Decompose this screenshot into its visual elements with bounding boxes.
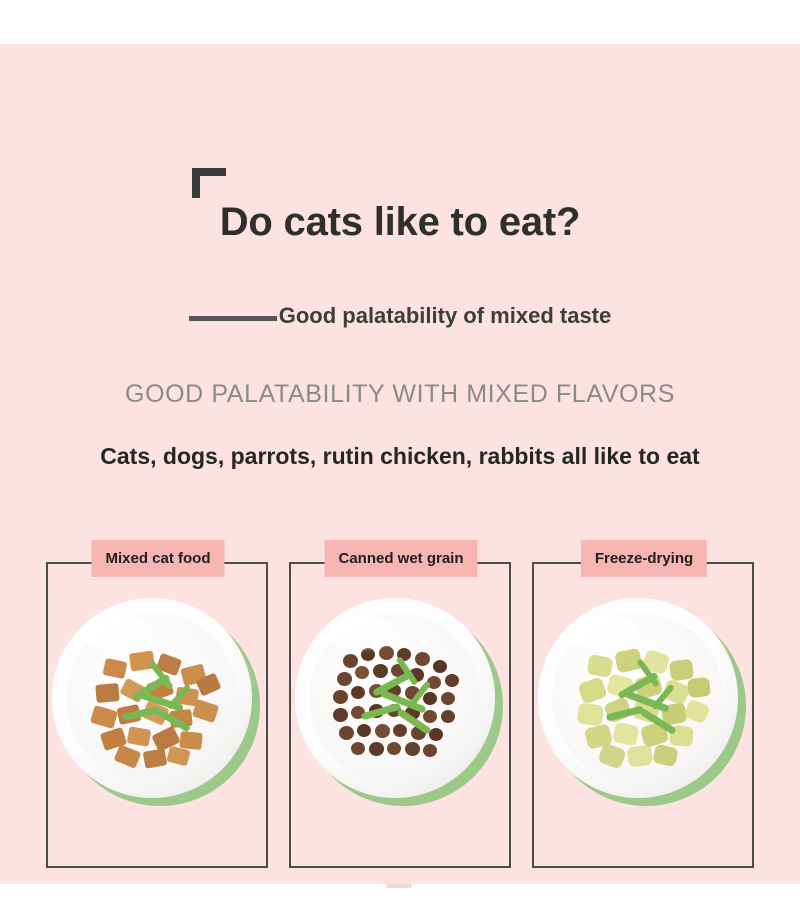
product-card [289,540,513,870]
caps-tagline: GOOD PALATABILITY WITH MIXED FLAVORS [125,380,675,408]
subtitle-rule-decoration [189,316,277,321]
bowl-photo-mixed-cat-food [46,596,270,822]
card-label: Mixed cat food [91,540,224,577]
bowl-photo-canned-wet-grain [289,596,513,822]
product-card-row [46,540,756,880]
card-label: Canned wet grain [324,540,477,577]
product-card [46,540,270,870]
bowl [538,598,738,798]
card-label: Freeze-drying [581,540,707,577]
bowl-highlight [78,614,152,648]
corner-bracket-decoration [192,168,226,198]
bowl-highlight [321,614,395,648]
bowl [52,598,252,798]
bowl-highlight [564,614,638,648]
page-title: Do cats like to eat? [219,200,581,244]
subtitle-text: Good palatability of mixed taste [278,303,612,328]
bowl-photo-freeze-drying [532,596,756,822]
bowl [295,598,495,798]
subtitle-row [0,303,800,329]
product-card [532,540,756,870]
bottom-notch-decoration [386,884,412,888]
animals-tagline: Cats, dogs, parrots, rutin chicken, rabbits all like to eat [100,443,700,469]
